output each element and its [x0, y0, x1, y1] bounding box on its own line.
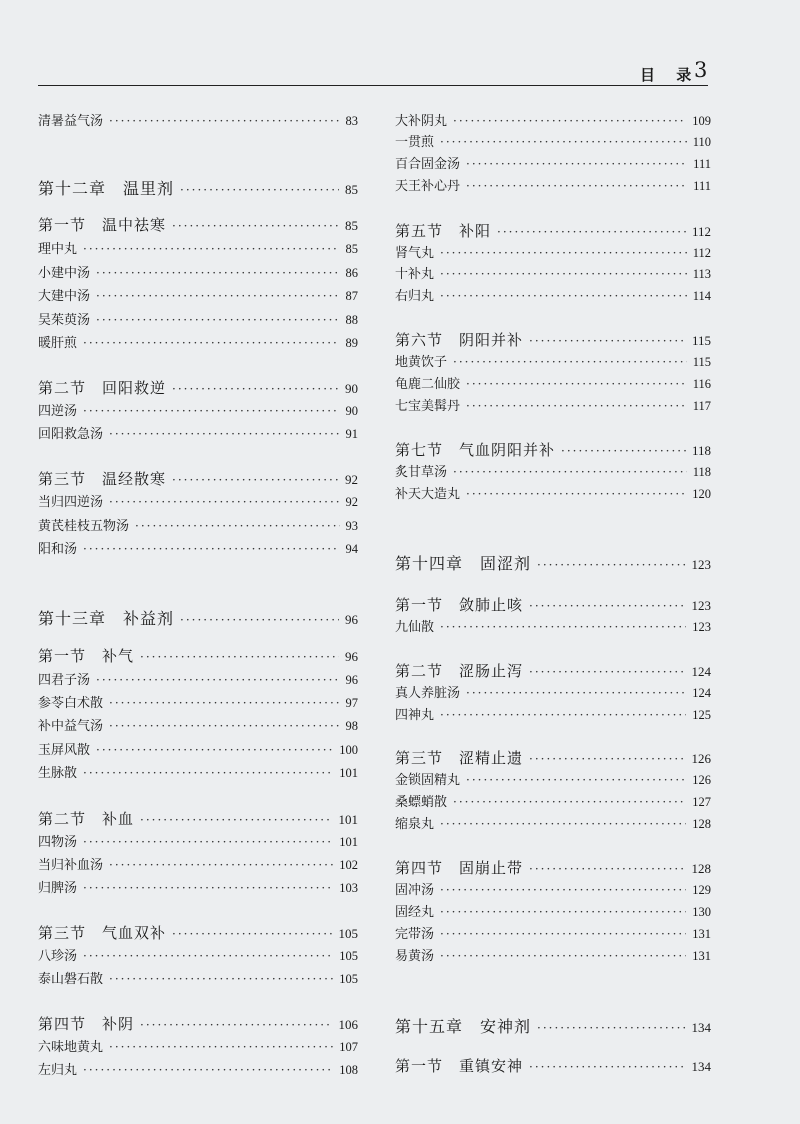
toc-formula-entry	[395, 923, 711, 945]
toc-entry-page-number: 86	[345, 266, 358, 280]
toc-entry-page-number: 90	[345, 381, 358, 396]
toc-entry-page-number: 91	[345, 427, 358, 441]
toc-entry-title: 黄芪桂枝五物汤	[38, 519, 130, 534]
toc-entry-title: 当归四逆汤	[38, 495, 104, 510]
toc-formula-entry	[395, 153, 711, 175]
toc-entry-title: 七宝美髯丹	[395, 399, 461, 414]
dot-leader	[172, 219, 339, 233]
dot-leader	[529, 599, 685, 613]
dot-leader	[529, 862, 685, 876]
toc-entry-title: 第十三章 补益剂	[38, 609, 175, 628]
toc-entry-page-number: 105	[339, 949, 358, 963]
toc-formula-entry	[395, 483, 711, 505]
toc-entry-title: 第一节 敛肺止咳	[395, 596, 524, 614]
toc-section-entry	[395, 594, 711, 616]
toc-entry-page-number: 98	[345, 719, 358, 733]
toc-entry-title: 四物汤	[38, 835, 78, 850]
toc-entry-page-number: 115	[691, 333, 711, 348]
toc-entry-title: 第五节 补阳	[395, 222, 492, 240]
dot-leader	[561, 444, 686, 458]
toc-entry-title: 回阳救急汤	[38, 427, 104, 442]
toc-entry-title: 四君子汤	[38, 673, 91, 688]
toc-entry-page-number: 129	[692, 883, 711, 897]
header-page-number: 3	[694, 58, 708, 82]
toc-entry-page-number: 100	[339, 743, 358, 757]
toc-entry-page-number: 123	[692, 620, 711, 634]
toc-entry-title: 完带汤	[395, 927, 435, 942]
toc-formula-entry	[395, 879, 711, 901]
dot-leader	[440, 267, 687, 281]
toc-entry-title: 第十五章 安神剂	[395, 1017, 532, 1036]
toc-entry-title: 百合固金汤	[395, 157, 461, 172]
toc-entry-title: 第三节 涩精止遗	[395, 749, 524, 767]
toc-formula-entry	[38, 669, 358, 691]
toc-entry-title: 第十四章 固涩剂	[395, 554, 532, 573]
toc-entry-title: 暖肝煎	[38, 336, 78, 351]
toc-formula-entry	[395, 351, 711, 373]
toc-formula-entry	[395, 373, 711, 395]
dot-leader	[83, 1063, 333, 1077]
dot-leader	[96, 673, 339, 687]
toc-formula-entry	[38, 491, 358, 513]
toc-formula-entry	[395, 791, 711, 813]
toc-entry-title: 第二节 补血	[38, 810, 135, 828]
toc-entry-title: 四神丸	[395, 708, 435, 723]
toc-formula-entry	[395, 945, 711, 967]
toc-entry-title: 第一节 温中祛寒	[38, 216, 167, 234]
toc-entry-page-number: 92	[345, 472, 358, 487]
toc-formula-entry	[38, 854, 358, 876]
dot-leader	[172, 473, 339, 487]
toc-entry-page-number: 115	[692, 355, 711, 369]
toc-section-entry	[38, 808, 358, 830]
toc-entry-page-number: 106	[338, 1017, 358, 1032]
toc-entry-title: 六味地黄丸	[38, 1040, 104, 1055]
toc-entry-page-number: 83	[345, 114, 358, 128]
toc-entry-title: 龟鹿二仙胶	[395, 377, 461, 392]
toc-formula-entry	[395, 461, 711, 483]
toc-entry-title: 归脾汤	[38, 881, 78, 896]
toc-entry-title: 第三节 温经散寒	[38, 470, 167, 488]
dot-leader	[466, 487, 686, 501]
dot-leader	[453, 465, 687, 479]
toc-entry-title: 清暑益气汤	[38, 114, 104, 129]
toc-entry-title: 左归丸	[38, 1063, 78, 1078]
dot-leader	[83, 542, 339, 556]
toc-entry-page-number: 117	[692, 399, 711, 413]
toc-formula-entry	[38, 831, 358, 853]
dot-leader	[140, 650, 339, 664]
dot-leader	[466, 686, 686, 700]
toc-entry-title: 第十二章 温里剂	[38, 179, 175, 198]
toc-entry-title: 八珍汤	[38, 949, 78, 964]
dot-leader	[109, 972, 333, 986]
toc-entry-page-number: 85	[345, 182, 358, 197]
toc-entry-title: 固冲汤	[395, 883, 435, 898]
dot-leader	[109, 495, 339, 509]
toc-formula-entry	[38, 968, 358, 990]
dot-leader	[83, 949, 333, 963]
dot-leader	[529, 334, 686, 348]
toc-entry-page-number: 88	[345, 313, 358, 327]
dot-leader	[83, 336, 339, 350]
toc-entry-page-number: 102	[339, 858, 358, 872]
toc-section-entry	[395, 747, 711, 769]
toc-entry-page-number: 109	[692, 114, 711, 128]
dot-leader	[180, 613, 339, 627]
toc-entry-title: 炙甘草汤	[395, 465, 448, 480]
toc-entry-page-number: 94	[345, 542, 358, 556]
toc-entry-page-number: 126	[692, 773, 711, 787]
toc-entry-title: 第四节 固崩止带	[395, 859, 524, 877]
toc-entry-page-number: 107	[339, 1040, 358, 1054]
toc-formula-entry	[38, 110, 358, 132]
toc-entry-page-number: 128	[691, 861, 711, 876]
toc-entry-page-number: 85	[345, 242, 358, 256]
toc-entry-title: 易黄汤	[395, 949, 435, 964]
toc-entry-title: 第三节 气血双补	[38, 924, 167, 942]
dot-leader	[440, 289, 687, 303]
toc-entry-page-number: 87	[345, 289, 358, 303]
dot-leader	[140, 813, 332, 827]
toc-entry-title: 参苓白术散	[38, 696, 104, 711]
dot-leader	[529, 1060, 685, 1074]
toc-entry-title: 右归丸	[395, 289, 435, 304]
dot-leader	[440, 817, 686, 831]
toc-formula-entry	[395, 616, 711, 638]
toc-section-entry	[395, 660, 711, 682]
toc-entry-title: 地黄饮子	[395, 355, 448, 370]
toc-entry-title: 补中益气汤	[38, 719, 104, 734]
toc-entry-page-number: 120	[692, 487, 711, 501]
toc-entry-page-number: 116	[692, 377, 711, 391]
dot-leader	[440, 927, 686, 941]
toc-entry-title: 缩泉丸	[395, 817, 435, 832]
toc-formula-entry	[38, 945, 358, 967]
toc-formula-entry	[395, 285, 711, 307]
toc-entry-title: 补天大造丸	[395, 487, 461, 502]
toc-chapter-entry	[38, 176, 358, 198]
toc-formula-entry	[395, 682, 711, 704]
toc-formula-entry	[395, 110, 711, 132]
toc-entry-title: 天王补心丹	[395, 179, 461, 194]
toc-entry-title: 大补阴丸	[395, 114, 448, 129]
toc-section-entry	[38, 468, 358, 490]
toc-entry-title: 理中丸	[38, 242, 78, 257]
toc-entry-page-number: 111	[693, 157, 711, 171]
dot-leader	[440, 708, 686, 722]
toc-formula-entry	[38, 1059, 358, 1081]
toc-entry-title: 固经丸	[395, 905, 435, 920]
toc-formula-entry	[38, 400, 358, 422]
toc-section-entry	[38, 1013, 358, 1035]
toc-entry-title: 当归补血汤	[38, 858, 104, 873]
dot-leader	[440, 620, 686, 634]
toc-formula-entry	[395, 175, 711, 197]
dot-leader	[529, 665, 685, 679]
toc-entry-title: 小建中汤	[38, 266, 91, 281]
toc-entry-title: 第六节 阴阳并补	[395, 331, 524, 349]
dot-leader	[440, 246, 687, 260]
toc-entry-page-number: 131	[692, 949, 711, 963]
toc-entry-page-number: 96	[345, 612, 358, 627]
toc-entry-title: 一贯煎	[395, 135, 435, 150]
toc-entry-page-number: 90	[345, 404, 358, 418]
header-title: 目 录	[640, 66, 700, 84]
dot-leader	[96, 743, 333, 757]
toc-formula-entry	[395, 704, 711, 726]
dot-leader	[135, 519, 339, 533]
toc-section-entry	[395, 857, 711, 879]
toc-formula-entry	[395, 263, 711, 285]
toc-formula-entry	[38, 332, 358, 354]
toc-entry-page-number: 130	[692, 905, 711, 919]
toc-entry-title: 真人养脏汤	[395, 686, 461, 701]
dot-leader	[96, 266, 339, 280]
toc-entry-title: 桑螵蛸散	[395, 795, 448, 810]
toc-section-entry	[395, 439, 711, 461]
dot-leader	[440, 135, 687, 149]
toc-formula-entry	[38, 309, 358, 331]
toc-entry-title: 大建中汤	[38, 289, 91, 304]
toc-entry-page-number: 101	[339, 766, 358, 780]
dot-leader	[109, 858, 333, 872]
toc-entry-title: 九仙散	[395, 620, 435, 635]
toc-entry-page-number: 118	[691, 443, 711, 458]
toc-section-entry	[38, 922, 358, 944]
dot-leader	[96, 313, 339, 327]
toc-entry-page-number: 92	[345, 495, 358, 509]
toc-entry-page-number: 112	[691, 224, 711, 239]
dot-leader	[537, 558, 685, 572]
dot-leader	[180, 183, 339, 197]
toc-formula-entry	[395, 395, 711, 417]
dot-leader	[83, 835, 333, 849]
dot-leader	[172, 382, 339, 396]
dot-leader	[453, 355, 687, 369]
toc-entry-page-number: 89	[345, 336, 358, 350]
toc-entry-page-number: 105	[339, 972, 358, 986]
toc-entry-page-number: 118	[692, 465, 711, 479]
toc-entry-page-number: 105	[338, 926, 358, 941]
dot-leader	[109, 696, 339, 710]
page-header	[0, 58, 800, 88]
toc-entry-title: 肾气丸	[395, 246, 435, 261]
toc-formula-entry	[38, 715, 358, 737]
dot-leader	[172, 927, 332, 941]
dot-leader	[109, 427, 339, 441]
dot-leader	[537, 1021, 685, 1035]
toc-entry-page-number: 101	[338, 812, 358, 827]
toc-entry-page-number: 101	[339, 835, 358, 849]
dot-leader	[453, 114, 686, 128]
toc-formula-entry	[38, 1036, 358, 1058]
toc-section-entry	[395, 329, 711, 351]
toc-formula-entry	[38, 877, 358, 899]
dot-leader	[440, 905, 686, 919]
dot-leader	[440, 883, 686, 897]
toc-formula-entry	[38, 515, 358, 537]
toc-formula-entry	[38, 762, 358, 784]
toc-formula-entry	[395, 769, 711, 791]
toc-entry-page-number: 85	[345, 218, 358, 233]
dot-leader	[83, 881, 333, 895]
dot-leader	[497, 225, 686, 239]
toc-entry-page-number: 123	[691, 557, 711, 572]
toc-entry-page-number: 112	[692, 246, 711, 260]
toc-entry-page-number: 93	[345, 519, 358, 533]
toc-formula-entry	[395, 131, 711, 153]
toc-formula-entry	[38, 739, 358, 761]
dot-leader	[109, 719, 339, 733]
toc-chapter-entry	[38, 606, 358, 628]
toc-entry-title: 第四节 补阴	[38, 1015, 135, 1033]
toc-entry-title: 第二节 回阳救逆	[38, 379, 167, 397]
toc-formula-entry	[38, 692, 358, 714]
dot-leader	[140, 1018, 332, 1032]
dot-leader	[466, 179, 687, 193]
toc-entry-page-number: 128	[692, 817, 711, 831]
toc-entry-page-number: 110	[692, 135, 711, 149]
toc-entry-page-number: 103	[339, 881, 358, 895]
dot-leader	[466, 399, 687, 413]
toc-formula-entry	[38, 538, 358, 560]
toc-entry-page-number: 125	[692, 708, 711, 722]
toc-entry-page-number: 113	[692, 267, 711, 281]
toc-section-entry	[395, 1055, 711, 1077]
toc-entry-title: 金锁固精丸	[395, 773, 461, 788]
dot-leader	[453, 795, 686, 809]
toc-entry-title: 四逆汤	[38, 404, 78, 419]
toc-entry-title: 第一节 补气	[38, 647, 135, 665]
toc-entry-page-number: 124	[692, 686, 711, 700]
toc-entry-page-number: 108	[339, 1063, 358, 1077]
toc-entry-title: 第七节 气血阴阳并补	[395, 441, 556, 459]
toc-entry-title: 生脉散	[38, 766, 78, 781]
toc-formula-entry	[38, 285, 358, 307]
dot-leader	[466, 773, 686, 787]
toc-entry-title: 十补丸	[395, 267, 435, 282]
toc-formula-entry	[395, 901, 711, 923]
toc-section-entry	[38, 645, 358, 667]
toc-entry-page-number: 97	[345, 696, 358, 710]
toc-section-entry	[38, 377, 358, 399]
toc-entry-title: 吴茱萸汤	[38, 313, 91, 328]
toc-formula-entry	[38, 238, 358, 260]
header-rule	[38, 85, 708, 86]
dot-leader	[96, 289, 339, 303]
toc-formula-entry	[395, 242, 711, 264]
dot-leader	[83, 242, 339, 256]
toc-entry-page-number: 131	[692, 927, 711, 941]
toc-formula-entry	[395, 813, 711, 835]
toc-entry-page-number: 96	[345, 649, 358, 664]
dot-leader	[466, 157, 687, 171]
dot-leader	[83, 404, 339, 418]
toc-section-entry	[38, 214, 358, 236]
toc-entry-page-number: 123	[691, 598, 711, 613]
toc-chapter-entry	[395, 1014, 711, 1036]
toc-entry-page-number: 126	[691, 751, 711, 766]
toc-entry-page-number: 124	[691, 664, 711, 679]
dot-leader	[109, 1040, 333, 1054]
toc-section-entry	[395, 220, 711, 242]
toc-entry-page-number: 127	[692, 795, 711, 809]
dot-leader	[109, 114, 339, 128]
toc-entry-page-number: 134	[691, 1020, 711, 1035]
toc-entry-title: 阳和汤	[38, 542, 78, 557]
toc-entry-title: 第二节 涩肠止泻	[395, 662, 524, 680]
toc-entry-page-number: 96	[345, 673, 358, 687]
dot-leader	[440, 949, 686, 963]
dot-leader	[529, 752, 685, 766]
toc-entry-title: 第一节 重镇安神	[395, 1057, 524, 1075]
toc-entry-title: 玉屏风散	[38, 743, 91, 758]
dot-leader	[466, 377, 687, 391]
toc-formula-entry	[38, 262, 358, 284]
toc-entry-page-number: 114	[692, 289, 711, 303]
toc-entry-title: 泰山磐石散	[38, 972, 104, 987]
toc-entry-page-number: 111	[693, 179, 711, 193]
dot-leader	[83, 766, 333, 780]
toc-chapter-entry	[395, 551, 711, 573]
toc-formula-entry	[38, 423, 358, 445]
toc-entry-page-number: 134	[691, 1059, 711, 1074]
